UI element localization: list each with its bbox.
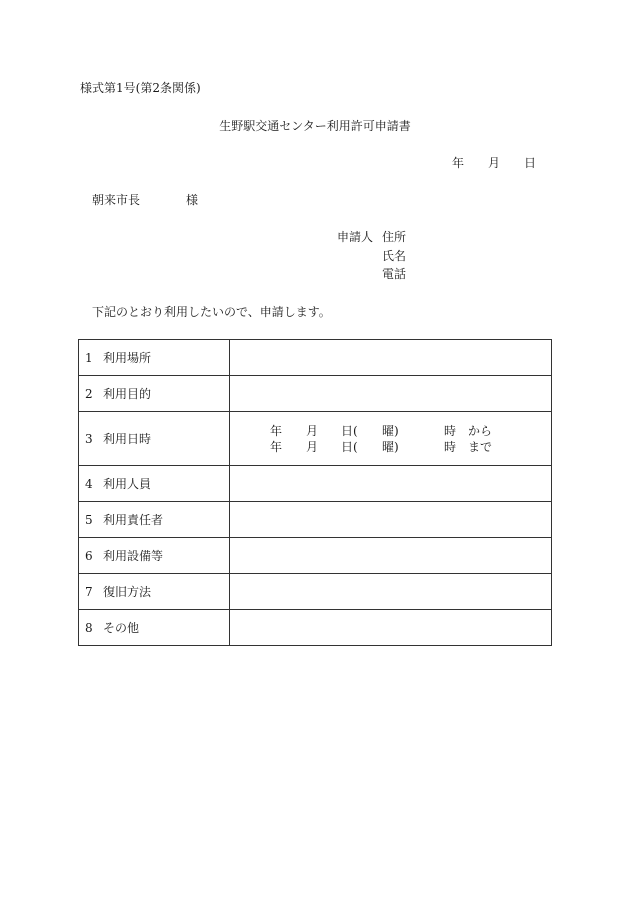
table-row <box>79 574 552 610</box>
row-number: 5 <box>85 513 93 527</box>
responsible-person-field[interactable] <box>230 502 552 538</box>
row-number: 4 <box>85 477 93 491</box>
row-title: 利用場所 <box>103 351 152 365</box>
row-number: 7 <box>85 585 93 599</box>
document-title: 生野駅交通センター利用許可申請書 <box>219 119 411 133</box>
start-year-label: 年 <box>270 423 283 438</box>
applicant-name-label: 氏名 <box>382 249 407 263</box>
row-label <box>79 502 230 538</box>
applicant-phone-label: 電話 <box>382 267 407 281</box>
addressee <box>92 192 198 208</box>
table-row <box>79 502 552 538</box>
row-title: 利用人員 <box>103 477 152 491</box>
row-title: 利用日時 <box>103 432 152 446</box>
applicant-label: 申請人 <box>337 230 374 244</box>
start-weekday-label: 曜) <box>382 423 399 438</box>
restoration-method-field[interactable] <box>230 574 552 610</box>
start-hour-label: 時 <box>444 423 457 438</box>
other-field[interactable] <box>230 610 552 646</box>
end-weekday-label: 曜) <box>382 439 399 454</box>
applicant-address-label: 住所 <box>382 230 407 244</box>
end-month-label: 月 <box>306 439 319 454</box>
row-label <box>79 412 230 466</box>
date-day-label: 日 <box>524 156 537 170</box>
usage-datetime-field[interactable] <box>230 412 552 466</box>
row-label <box>79 466 230 502</box>
end-hour-label: 時 <box>444 439 457 454</box>
application-table <box>78 339 552 646</box>
row-number: 3 <box>85 432 93 446</box>
usage-purpose-field[interactable] <box>230 376 552 412</box>
intro-text: 下記のとおり利用したいので、申請します。 <box>92 305 331 319</box>
start-day-label: 日( <box>341 423 358 438</box>
datetime-lines <box>230 423 551 455</box>
usage-place-field[interactable] <box>230 340 552 376</box>
usage-headcount-field[interactable] <box>230 466 552 502</box>
row-number: 1 <box>85 351 93 365</box>
equipment-field[interactable] <box>230 538 552 574</box>
row-label <box>79 574 230 610</box>
row-title: 利用責任者 <box>103 513 164 527</box>
start-from-label: から <box>468 423 493 438</box>
end-until-label: まで <box>468 439 493 454</box>
row-label <box>79 610 230 646</box>
row-label <box>79 538 230 574</box>
table-row <box>79 340 552 376</box>
end-day-label: 日( <box>341 439 358 454</box>
row-title: 復旧方法 <box>103 585 152 599</box>
row-number: 2 <box>85 387 93 401</box>
date-month-label: 月 <box>488 156 501 170</box>
table-row <box>79 376 552 412</box>
date-year-label: 年 <box>452 156 465 170</box>
addressee-honorific: 様 <box>186 193 199 207</box>
end-year-label: 年 <box>270 439 283 454</box>
form-number: 様式第1号(第2条関係) <box>80 81 201 95</box>
row-title: 利用目的 <box>103 387 152 401</box>
table-row <box>79 466 552 502</box>
addressee-name: 朝来市長 <box>92 193 141 207</box>
row-number: 6 <box>85 549 93 563</box>
row-number: 8 <box>85 621 93 635</box>
application-date <box>452 155 536 171</box>
row-title: 利用設備等 <box>103 549 164 563</box>
table-row <box>79 610 552 646</box>
row-title: その他 <box>103 621 140 635</box>
row-label <box>79 376 230 412</box>
row-label <box>79 340 230 376</box>
table-row <box>79 538 552 574</box>
table-row <box>79 412 552 466</box>
start-month-label: 月 <box>306 423 319 438</box>
